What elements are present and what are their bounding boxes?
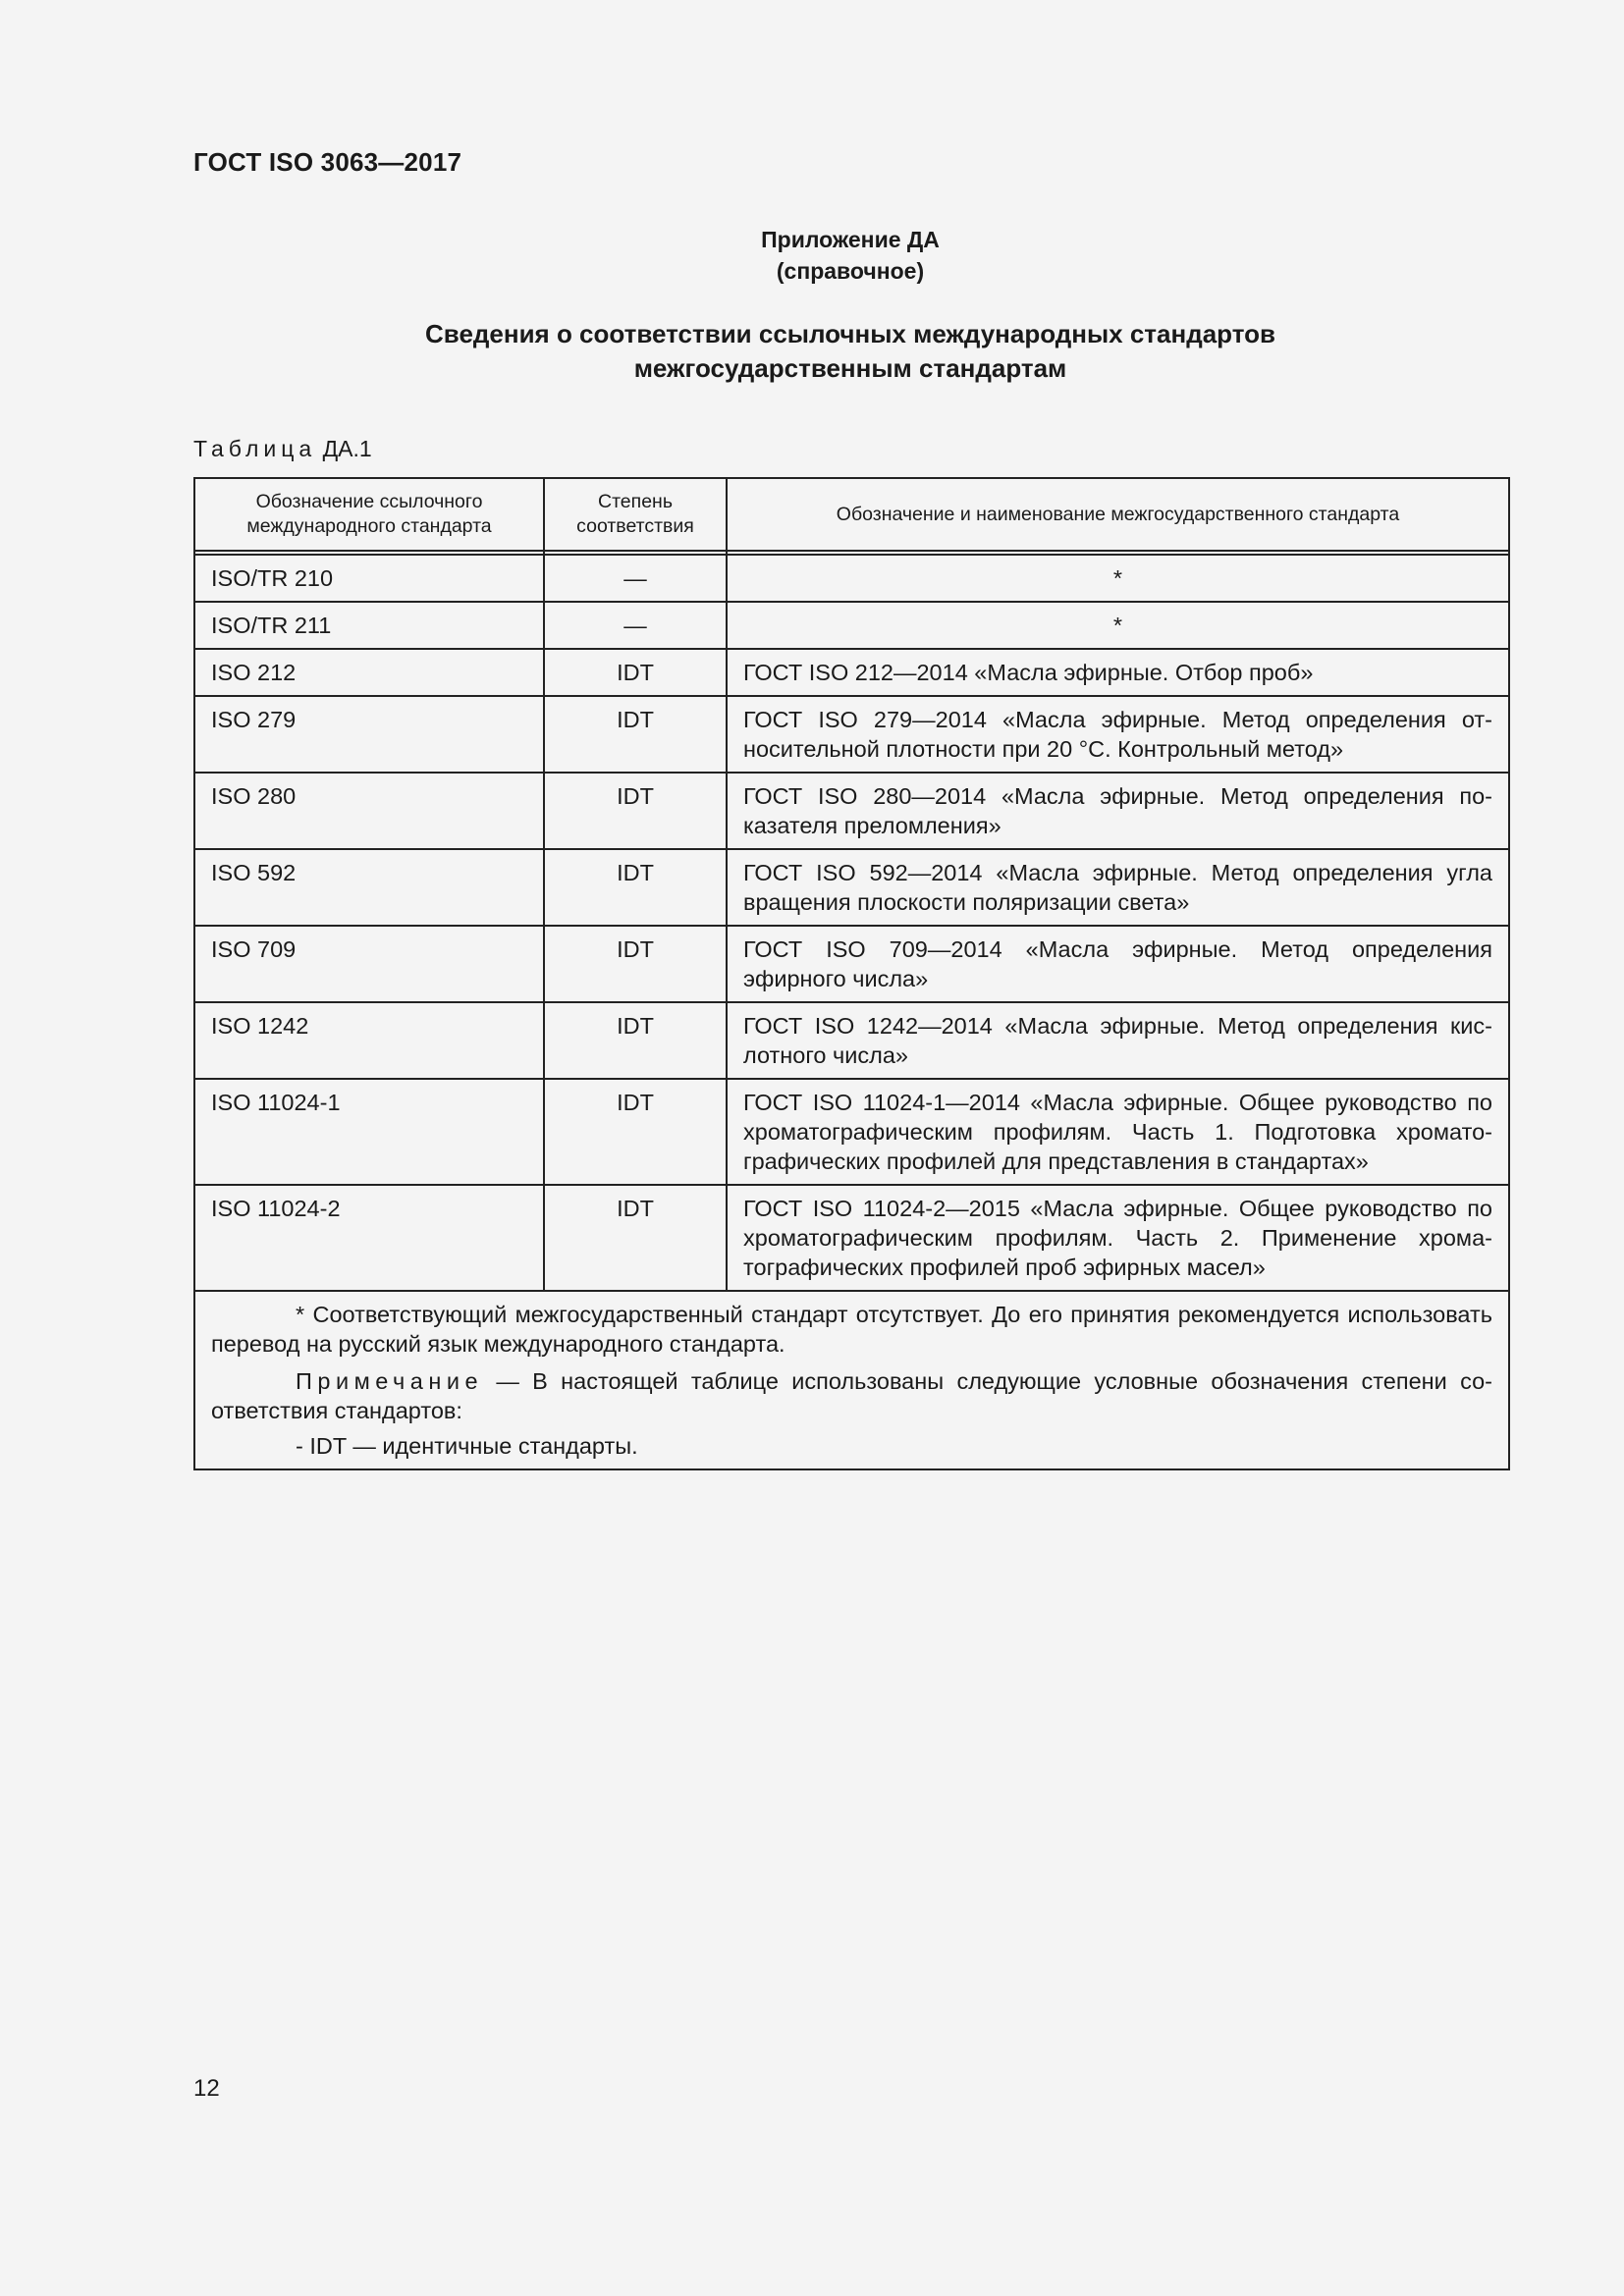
cell-degree: IDT (544, 1002, 727, 1079)
table-row (194, 1079, 1509, 1185)
note-list-item: - IDT — идентичные стандарты. (296, 1433, 638, 1459)
cell-code: ISO 11024-2 (194, 1185, 544, 1291)
cell-name: * (727, 555, 1509, 602)
table-header-row (194, 478, 1509, 551)
table-row (194, 1185, 1509, 1291)
cell-degree: IDT (544, 773, 727, 849)
table-footnote: * Соответствующий межгосударственный стандарт отсутствует. До его принятия рекомендуется использовать перевод на русский язык международного стандарта. (211, 1302, 1492, 1357)
table-notes (194, 1291, 1509, 1469)
header-reference-standard: Обозначение ссылочного международного стандарта (194, 478, 544, 551)
cell-name: ГОСТ ISO 11024-2—2015 «Масла эфирные. Общее руководство по хроматографическим профилям. Часть 2. Применение хроматографических профилей проб эфирных масел» (727, 1185, 1509, 1291)
table-row (194, 696, 1509, 773)
table-row (194, 555, 1509, 602)
cell-degree: IDT (544, 1185, 727, 1291)
cell-name: ГОСТ ISO 709—2014 «Масла эфирные. Метод определения эфирного числа» (727, 926, 1509, 1002)
cell-degree: — (544, 555, 727, 602)
cell-name: ГОСТ ISO 279—2014 «Масла эфирные. Метод определения относительной плотности при 20 °С. Контрольный метод» (727, 696, 1509, 773)
note-label: Примечание (296, 1368, 484, 1394)
cell-name: ГОСТ ISO 1242—2014 «Масла эфирные. Метод определения кислотного числа» (727, 1002, 1509, 1079)
table-notes-row (194, 1291, 1509, 1469)
appendix-type: (справочное) (776, 258, 925, 284)
header-degree: Степень соответствия (544, 478, 727, 551)
table-note (211, 1366, 1492, 1425)
cell-name: ГОСТ ISO 212—2014 «Масла эфирные. Отбор проб» (727, 649, 1509, 696)
cell-degree: IDT (544, 1079, 727, 1185)
title-line-2: межгосударственным стандартам (633, 353, 1067, 383)
cell-code: ISO 280 (194, 773, 544, 849)
cell-degree: IDT (544, 696, 727, 773)
cell-degree: IDT (544, 849, 727, 926)
table-caption (193, 436, 372, 462)
page-number: 12 (193, 2075, 220, 2102)
cell-code: ISO 592 (194, 849, 544, 926)
appendix-title: Приложение ДА (761, 227, 940, 252)
header-interstate-standard: Обозначение и наименование межгосударственного стандарта (727, 478, 1509, 551)
table-row (194, 773, 1509, 849)
cell-degree: IDT (544, 649, 727, 696)
cell-degree: IDT (544, 926, 727, 1002)
cell-code: ISO/TR 211 (194, 602, 544, 649)
appendix-main-title (193, 317, 1507, 386)
table-caption-word: Таблица (193, 436, 317, 461)
table-row (194, 602, 1509, 649)
table-row (194, 926, 1509, 1002)
cell-code: ISO 709 (194, 926, 544, 1002)
table-row (194, 1002, 1509, 1079)
cell-degree: — (544, 602, 727, 649)
cell-name: * (727, 602, 1509, 649)
cell-name: ГОСТ ISO 11024-1—2014 «Масла эфирные. Общее руководство по хроматографическим профилям. Часть 1. Подготовка хроматографических профилей для представления в стандартах» (727, 1079, 1509, 1185)
cell-code: ISO 279 (194, 696, 544, 773)
cell-code: ISO/TR 210 (194, 555, 544, 602)
cell-name: ГОСТ ISO 280—2014 «Масла эфирные. Метод определения показателя преломления» (727, 773, 1509, 849)
note-text: — В настоящей таблице использованы следующие условные обозначения степени соответствия стандартов: (211, 1368, 1492, 1423)
cell-code: ISO 212 (194, 649, 544, 696)
table-row (194, 649, 1509, 696)
cell-code: ISO 11024-1 (194, 1079, 544, 1185)
table-caption-number: ДА.1 (322, 436, 372, 461)
appendix-heading (193, 224, 1507, 287)
document-header: ГОСТ ISO 3063—2017 (193, 147, 462, 177)
title-line-1: Сведения о соответствии ссылочных международных стандартов (425, 319, 1275, 348)
cell-code: ISO 1242 (194, 1002, 544, 1079)
cell-name: ГОСТ ISO 592—2014 «Масла эфирные. Метод определения угла вращения плоскости поляризации света» (727, 849, 1509, 926)
correspondence-table (193, 477, 1510, 1470)
table-row (194, 849, 1509, 926)
